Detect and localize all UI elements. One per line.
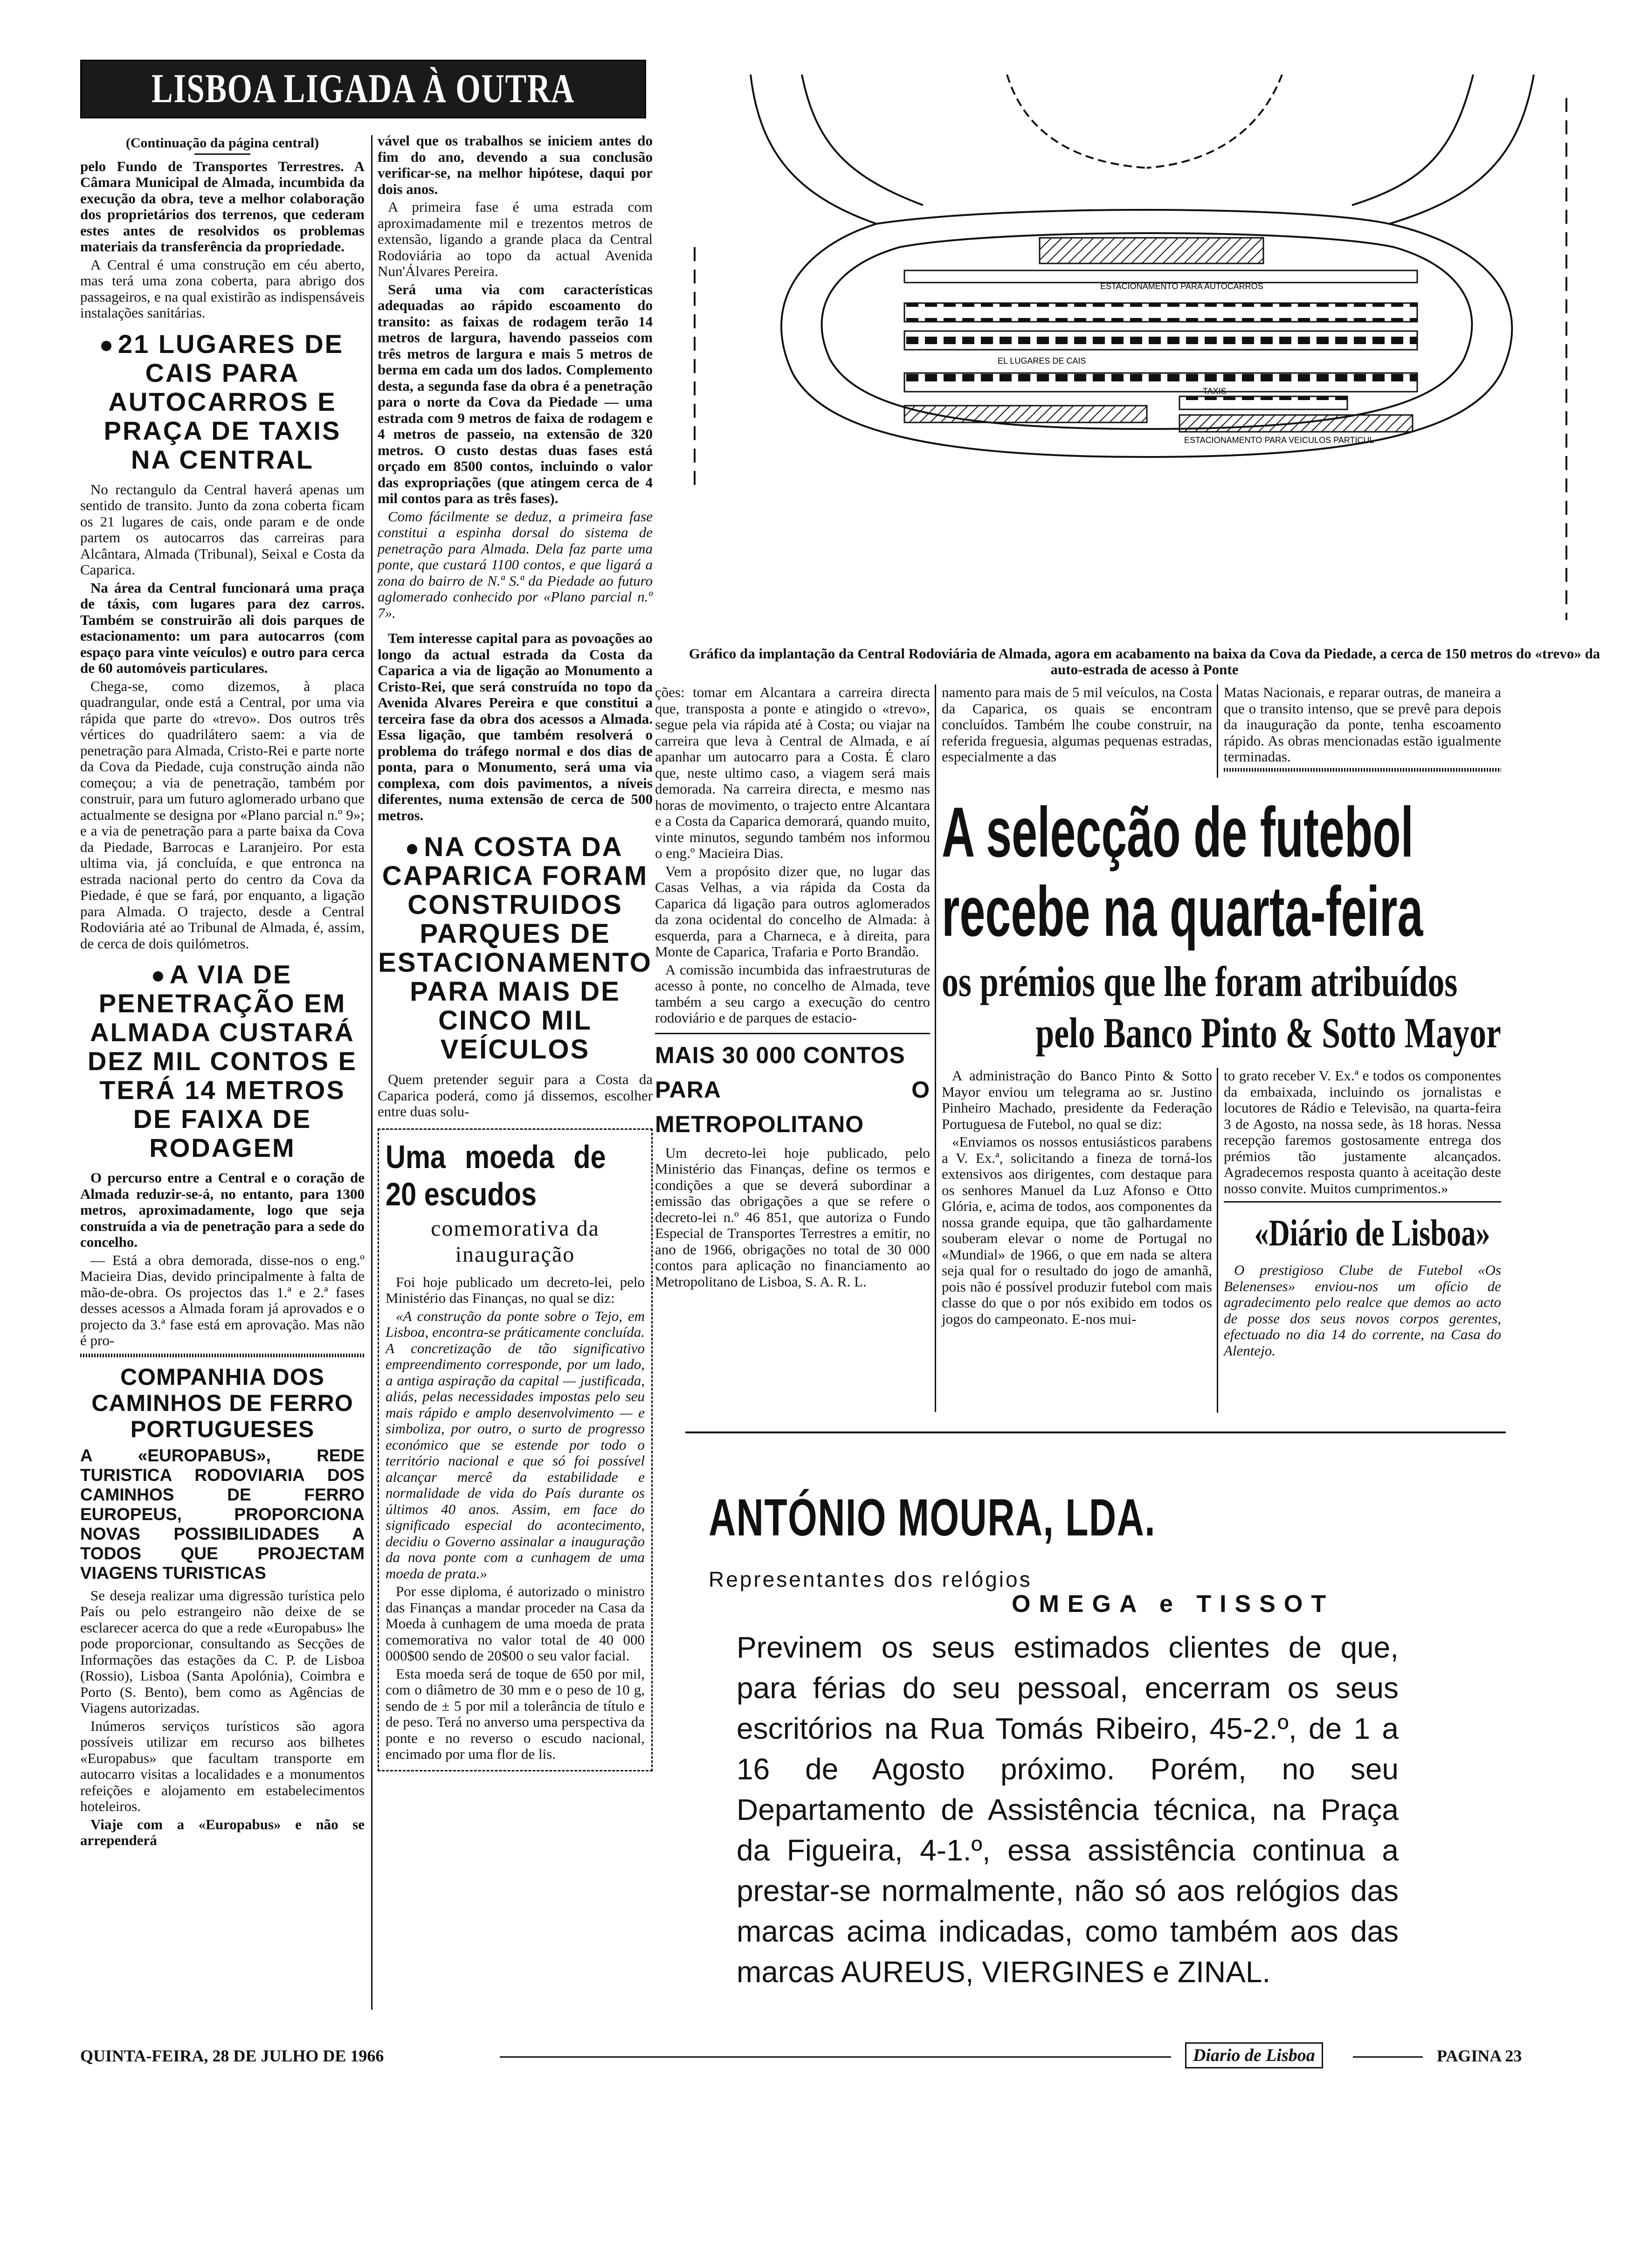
ad-brands: OMEGA e TISSOT <box>1012 1590 1335 1618</box>
football-deck-1: os prémios que lhe foram atribuídos <box>942 958 1458 1005</box>
footer-masthead: Diario de Lisboa <box>1185 2042 1323 2068</box>
col1-paragraph: Se deseja realizar uma digressão turística pelo País ou pelo estrangeiro não deixe de se esclarecer acerca do que a rede «Europabus» lhe pode proporcionar, consultando as Secções de Informações das estações da C. P. de Lisboa (Rossio), Lisboa (Santa Apolónia), Coimbra e Porto (S. Bento), bem como as Agências de Viagens autorizadas. <box>80 1587 365 1716</box>
moeda-paragraph: «A construção da ponte sobre o Tejo, em Lisboa, encontra-se práticamente concluída. A concretização de tão significativo empreendimento corresponde, por um lado, a antiga aspiração da capital — justificada, aliás, pelas necessidades impostas pelo seu mais rápido e amplo desenvolvimento — e simboliza, por outro, o surto de progresso económico que se estende por todo o território nacional e que só foi possível alcançar mercê da estabilidade e normalidade de vida do País durante os últimos 40 anos. Assim, em face do significado especial do acontecimento, decidiu o Governo assinalar a inauguração da nova ponte com a cunhagem de uma moeda de prata.» <box>386 1307 645 1582</box>
col2-paragraph: Será uma via com características adequadas ao rápido escoamento do transito: as faixas de rodagem terão 14 metros de largura, havendo passeios com três metros de largura e mais 5 metros de berma em cada um dos lados. Complemento desta, a segunda fase da obra é a penetração para o norte da Cova da Piedade — uma estrada com 9 metros de faixa de rodagem e 4 metros de passeio, na extensão de 320 metros. O custo destas duas fases está orçado em 8500 contos, incluindo o valor das expropriações (que atingem cerca de 4 mil contos para as três fases). <box>378 281 653 506</box>
col2-paragraph: vável que os trabalhos se iniciem antes do fim do ano, devendo a sua conclusão verificar-se, na melhor hipótese, daqui por dois anos. <box>378 132 653 197</box>
col1-paragraph: A Central é uma construção em céu aberto, mas terá uma zona coberta, para abrigo dos passageiros, e na qual existirão as indispensáveis instalações sanitárias. <box>80 256 365 321</box>
ad-company: ANTÓNIO MOURA, LDA. <box>709 1488 1156 1547</box>
col1-paragraph: No rectangulo da Central haverá apenas um sentido de transito. Junto da zona coberta ficam os 21 lugares de cais, onde param e de onde partem os autocarros das carreiras para Alcântara, Almada (Tribunal), Seixal e Costa da Caparica. <box>80 481 365 578</box>
football-col-1 <box>942 1068 1212 1329</box>
col1-paragraph: O percurso entre a Central e o coração de Almada reduzir-se-á, no entanto, para 1300 metros, aproximadamente, logo que seja construída a via de penetração para a sede do concelho. <box>80 1169 365 1250</box>
dotted-divider <box>80 1354 365 1357</box>
diagram-label: ESTACIONAMENTO PARA AUTOCARROS <box>1100 282 1263 291</box>
bullet-icon <box>407 844 417 854</box>
football-col-2 <box>1224 1068 1501 1361</box>
col4-paragraph: namento para mais de 5 mil veículos, na Costa da Caparica, os quais se encontram concluídos. Também lhe coube construir, na referida freguesia, algumas pequenas estradas, especialmente a das <box>942 684 1212 765</box>
diagram-label: ESTACIONAMENTO PARA VEICULOS PARTICUL <box>1184 436 1374 445</box>
footer-date: QUINTA-FEIRA, 28 DE JULHO DE 1966 <box>80 2047 384 2065</box>
col2-paragraph: A primeira fase é uma estrada com aproximadamente mil e trezentos metros de extensão, ligando a grande placa da Central Rodoviária ao topo da actual Avenida Nun'Álvares Pereira. <box>378 199 653 279</box>
ad-line-1: Representantes dos relógios <box>709 1567 1032 1591</box>
metro-title-1: MAIS 30 000 CONTOS <box>655 1042 905 1068</box>
metro-title-2: PARA O METROPOLITANO <box>655 1076 930 1137</box>
dotted-divider <box>1224 768 1501 772</box>
football-paragraph: A administração do Banco Pinto & Sotto Mayor enviou um telegrama ao sr. Justino Pinheiro Machado, presidente da Federação Portuguesa de Futebol, no qual se diz: <box>942 1067 1212 1132</box>
footer-page: PAGINA 23 <box>1437 2047 1522 2065</box>
companhia-title: COMPANHIA DOS CAMINHOS DE FERRO PORTUGUESES <box>91 1363 353 1442</box>
col1-paragraph: pelo Fundo de Transportes Terrestres. A Câmara Municipal de Almada, incumbida da execução da obra, teve a melhor colaboração dos proprietários dos terrenos, que cederam estes antes de resolvidos os problemas materiais da transferência da propriedade. <box>80 158 365 255</box>
column-divider <box>1217 685 1218 778</box>
ad-body: Previnem os seus estimados clientes de que, para férias do seu pessoal, encerram os seus escritórios na Rua Tomás Ribeiro, 45-2.º, de 1 a 16 de Agosto próximo. Porém, no seu Departamento de Assistência técnica, na Praça da Figueira, 4-1.º, essa assistência continua a prestar-se normalmente, não só aos relógios das marcas acima indicadas, como também aos das marcas AUREUS, VIERGINES e ZINAL. <box>737 1631 1399 1989</box>
subhead-21-lugares: 21 LUGARES DE CAIS PARA AUTOCARROS E PRAÇA DE TAXIS NA CENTRAL <box>80 330 365 474</box>
col5-paragraph: Matas Nacionais, e reparar outras, de maneira a que o transito intenso, que se prevê para depois da inauguração da ponte, tenha escoamento rápido. As obras mencionadas estão igualmente terminadas. <box>1224 684 1501 765</box>
col1-paragraph: Na área da Central funcionará uma praça de táxis, com lugares para dez carros. Também se construirão ali dois parques de estacionamento: um para autocarros (com espaço para vinte veículos) e outro para cerca de 60 automóveis particulares. <box>80 579 365 676</box>
continuation-note: (Continuação da página central) <box>125 135 319 151</box>
section-banner-title: LISBOA LIGADA À OUTRA BANDA <box>151 66 575 167</box>
col3-paragraph: ções: tomar em Alcantara a carreira directa que, transposta a ponte e atingido o «trevo», segue pela via rápida até à Costa; ou viajar na carreira que leva à Central de Almada, e aí apanhar um autocarro para a Costa. É claro que, neste ultimo caso, a viagem será mais demorada. Na carreira directa, e mesmo nas horas de movimento, o trajecto entre Alcantara e a Costa da Caparica demorará, quando muito, vinte minutos, segundo também nos informou o eng.º Macieira Dias. <box>655 684 930 861</box>
subhead-costa-caparica: NA COSTA DA CAPARICA FORAM CONSTRUIDOS PARQUES DE ESTACIONAMENTO PARA MAIS DE CINCO MIL VEÍCULOS <box>378 832 652 1065</box>
column-divider <box>371 135 372 2010</box>
football-paragraph: «Enviamos os nossos entusiásticos parabens a V. Ex.ª, solicitando a fineza de torná-los extensivos aos dirigentes, com destaque para os senhores Manuel da Luz Afonso e Otto Glória, e, acima de todos, aos componentes da nossa grande equipa, que tão galhardamente souberam elevar o nome de Portugal no «Mundial» de 1966, o que em nada se altera seja qual for o resultado do jogo de amanhã, pois não é possível produzir futebol com mais classe do que o por nós exibido em todos os jogos do campeonato. E-nos mui- <box>942 1134 1212 1327</box>
diagram-caption: Gráfico da implantação da Central Rodoviária de Almada, agora em acabamento na baixa da Cova da Piedade, a cerca de 150 metros do «trevo» da auto-estrada de acesso à Ponte <box>689 645 1600 678</box>
football-paragraph: to grato receber V. Ex.ª e todos os componentes da embaixada, incluindo os jornalistas e locutores de Rádio e Televisão, na quarta-feira 3 de Agosto, na nossa sede, às 18 horas. Nessa recepção faremos gostosamente entrega dos prémios tão justamente alcançados. Agradecemos resposta quanto à aceitação deste nosso convite. Muitos cumprimentos.» <box>1224 1067 1501 1196</box>
diario-lisboa-paragraph: O prestigioso Clube de Futebol «Os Belenenses» enviou-nos um ofício de agradecimento pelo realce que demos ao acto de posse dos seus novos corpos gerentes, efectuado no dia 14 do corrente, na Casa do Alentejo. <box>1224 1262 1501 1359</box>
diagram-label: EL LUGARES DE CAIS <box>998 356 1086 366</box>
moeda-paragraph: Foi hoje publicado um decreto-lei, pelo Ministério das Finanças, no qual se diz: <box>386 1273 645 1306</box>
central-diagram-svg <box>681 70 1608 676</box>
diario-lisboa-title: «Diário de Lisboa» <box>1254 1213 1490 1254</box>
col2-paragraph: Tem interesse capital para as povoações ao longo da actual estrada da Costa da Caparica a via de ligação ao Monumento a Cristo-Rei, que será construída no topo da Avenida Alvares Pereira e que constitui a terceira fase da obra dos acessos a Almada. Essa ligação, que também resolverá o problema do tráfego normal e dos dias de ponta, para o Monumento, será uma via complexa, com dois pavimentos, a níveis diferentes, numa extensão de cerca de 500 metros. <box>378 630 653 823</box>
column-2 <box>378 133 653 1771</box>
moeda-paragraph: Por esse diploma, é autorizado o ministro das Finanças a mandar proceder na Casa da Moeda à cunhagem de uma moeda de prata comemorativa no valor total de 40 000 000$00 sendo de 20$00 o seu valor facial. <box>386 1583 645 1664</box>
advertisement <box>685 1431 1506 2038</box>
moeda-box <box>378 1128 653 1771</box>
bullet-icon <box>153 971 163 982</box>
col1-paragraph: Inúmeros serviços turísticos são agora possíveis utilizar em recurso aos bilhetes «Europabus» que facultam transporte em autocarro visitas a localidades e a monumentos refeições e alojamento em estabelecimentos hoteleiros. <box>80 1717 365 1814</box>
football-deck-2: pelo Banco Pinto & Sotto Mayor <box>1035 1009 1501 1057</box>
football-headline <box>942 793 1501 1058</box>
col3-paragraph: A comissão incumbida das infraestruturas de acesso à ponte, no concelho de Almada, teve também a seu cargo a execução do centro rodoviário e de parques de estacio- <box>655 961 930 1026</box>
column-4 <box>942 685 1212 767</box>
column-divider <box>935 685 936 1412</box>
moeda-title: Uma moeda de 20 escudos <box>386 1138 606 1212</box>
footer <box>80 2042 1522 2070</box>
football-headline-2: recebe na quarta-feira <box>942 872 1423 951</box>
col1-paragraph: — Está a obra demorada, disse-nos o eng.º Macieira Dias, devido principalmente à falta de mão-de-obra. Os projectos das 1.ª e 2.ª fases desses acessos a Almada foram já aprovados e o projecto da 3.ª fase está em aprovação. Mas não é pro- <box>80 1252 365 1348</box>
football-headline-1: A selecção de futebol <box>942 793 1414 872</box>
col2-paragraph: Como fácilmente se deduz, a primeira fase constitui a espinha dorsal do sistema de penetração para Almada. Dela faz parte uma ponte, que custará 1100 contos, e que ligará a zona do bairro de N.ª S.ª da Piedade ao futuro aglomerado conhecido por «Plano parcial n.º 7». <box>378 508 653 621</box>
col3-paragraph: Vem a propósito dizer que, no lugar das Casas Velhas, a via rápida da Costa da Caparica dá ligação para outros aglomerados da zona ocidental do concelho de Almada: à esquerda, para a Charneca, e à direita, para Monte de Caparica, Trafaria e Porto Brandão. <box>655 863 930 960</box>
companhia-lead: A «EUROPABUS», REDE TURISTICA RODOVIARIA DOS CAMINHOS DE FERRO EUROPEUS, PROPORCIONA NOVAS POSSIBILIDADES A TODOS QUE PROJECTAM VIAGENS TURISTICAS <box>80 1445 365 1583</box>
col3-paragraph: Um decreto-lei hoje publicado, pelo Ministério das Finanças, define os termos e condições a que se deverá subordinar a emissão das obrigações a que se refere o decreto-lei n.º 46 851, que autoriza o Fundo Especial de Transportes Terrestres a emitir, no ano de 1966, obrigações no total de 30 000 contos para aplicação no financiamento ao Metropolitano de Lisboa, S. A. R. L. <box>655 1144 930 1290</box>
moeda-subtitle: comemorativa da inauguração <box>431 1216 600 1267</box>
col1-paragraph: Chega-se, como dizemos, à placa quadrangular, onde está a Central, por uma via rápida que parte do «trevo». Dos outros três vértices do quadrilátero saem: a via de penetração para Almada, Cristo-Rei e parte norte da Cova da Piedade, cuja construção ainda não começou; a via de penetração, também por construir, para um futuro aglomerado urbano que actualmente se designa por «Plano parcial n.º 9»; e a via de penetração para a parte baixa da Cova da Piedade, Barrocas e Laranjeiro. Por esta ultima via, já concluída, e que entronca na estrada nacional perto do centro da Cova da Piedade, é que se fará, por enquanto, a ligação para Almada. O trajecto, desde a Central Rodoviária até ao Tribunal de Almada, é, assim, de cerca de dois quilómetros. <box>80 678 365 952</box>
column-5 <box>1224 685 1501 772</box>
bullet-icon <box>101 341 111 351</box>
col2-paragraph: Quem pretender seguir para a Costa da Caparica poderá, como já dissemos, escolher entre duas solu- <box>378 1071 653 1120</box>
moeda-paragraph: Esta moeda será de toque de 650 por mil, com o diâmetro de 30 mm e o peso de 10 g, sendo de ± 5 por mil a tolerância de título e de peso. Terá no anverso uma perspectiva da ponte e no reverso o escudo nacional, encimado por uma flor de lis. <box>386 1665 645 1762</box>
column-divider <box>1217 1068 1218 1413</box>
col1-paragraph: Viaje com a «Europabus» e não se arrependerá <box>80 1816 365 1848</box>
central-diagram <box>681 70 1608 676</box>
column-3 <box>655 685 930 1292</box>
column-1 <box>80 135 365 1851</box>
diagram-label: TAXIS <box>1203 387 1227 396</box>
subhead-via-penetracao: A VIA DE PENETRAÇÃO EM ALMADA CUSTARÁ DEZ MIL CONTOS E TERÁ 14 METROS DE FAIXA DE RODAGEM <box>88 960 357 1162</box>
